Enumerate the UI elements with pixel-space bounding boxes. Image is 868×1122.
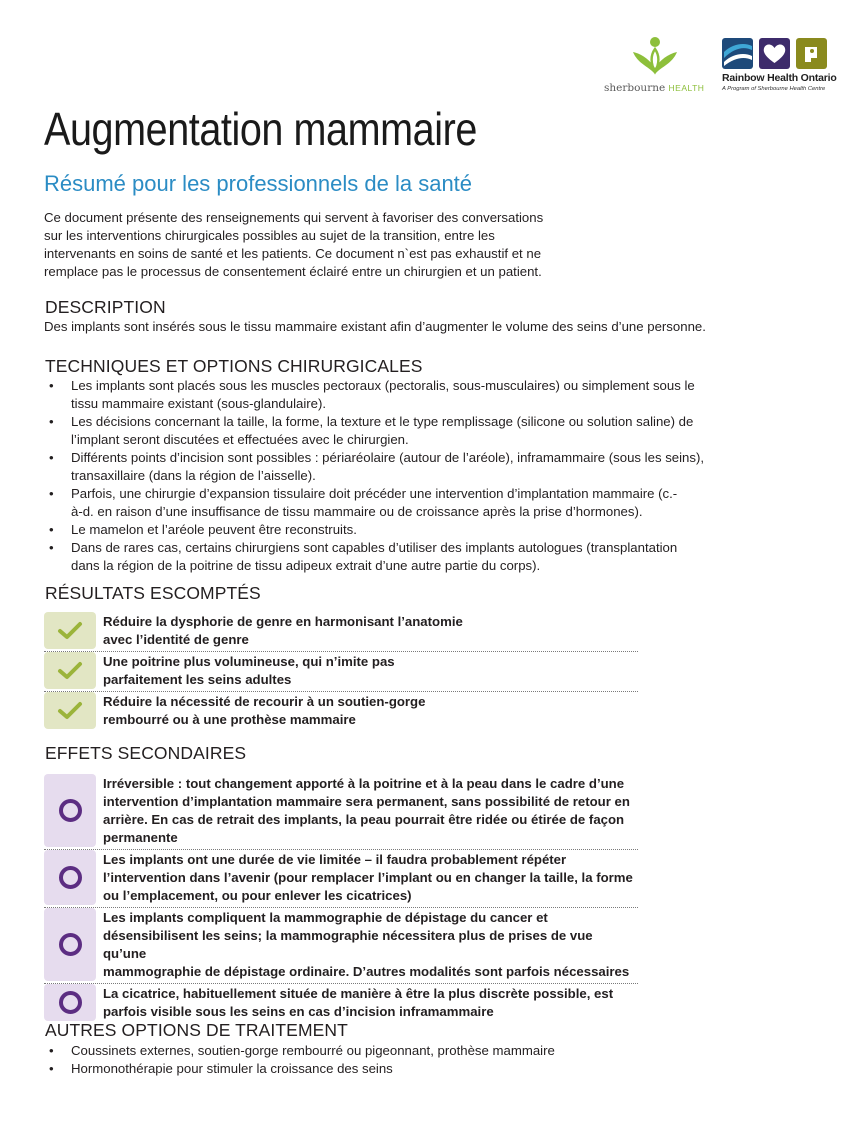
results-list [44, 612, 638, 731]
page-subtitle: Résumé pour les professionnels de la santé [44, 171, 473, 196]
rainbow-health-ontario-name: Rainbow Health Ontario [722, 72, 837, 84]
side-effects-heading: EFFETS SECONDAIRES [45, 743, 247, 763]
techniques-list [46, 377, 736, 575]
page-title: Augmentation mammaire [44, 103, 477, 155]
sherbourne-health-logo [600, 36, 712, 98]
list-item: • Les implants sont placés sous les muscles pectoraux (pectoralis, sous-musculaires) ou simplement sous le tissu mammaire existant (sous-glandulaire). [49, 378, 695, 411]
result-item: Une poitrine plus volumineuse, qui n’imite pas parfaitement les seins adultes [44, 652, 638, 692]
description-heading: DESCRIPTION [45, 297, 166, 317]
side-effect-item: Les implants ont une durée de vie limitée – il faudra probablement répéter l’intervention dans l’avenir (pour remplacer l’implant ou en changer la taille, la forme ou l’emplacement, ou pour enlever les cicatrices) [44, 850, 638, 908]
list-item: • Le mamelon et l’aréole peuvent être reconstruits. [49, 522, 357, 537]
checkmark-icon [44, 692, 96, 729]
sherbourne-person-icon [630, 36, 680, 78]
rainbow-icons [722, 38, 828, 70]
list-item: • Les décisions concernant la taille, la forme, la texture et le type remplissage (silicone ou solution saline) de l’implant seront discutées et effectuées avec le chirurgien. [49, 414, 694, 447]
checkmark-icon [44, 612, 96, 649]
side-effects-list [44, 774, 638, 1023]
other-options-list [46, 1042, 736, 1078]
techniques-heading: TECHNIQUES ET OPTIONS CHIRURGICALES [45, 356, 423, 376]
side-effect-item: La cicatrice, habituellement située de manière à être la plus discrète possible, est parfois visible sous les seins en cas d’incision inframammaire [44, 984, 638, 1023]
side-effect-item: Les implants compliquent la mammographie de dépistage du cancer et désensibilisent les seins; la mammographie nécessitera plus de prises de vue qu’une mammographie de dépistage ordinaire. D’autres modalités sont parfois nécessaires [44, 908, 638, 984]
list-item: • Hormonothérapie pour stimuler la croissance des seins [49, 1061, 393, 1076]
side-effect-item: Irréversible : tout changement apporté à la poitrine et à la peau dans le cadre d’une intervention d’implantation mammaire sera permanent, sans possibilité de retour en arrière. En cas de retrait des implants, la peau pourrait être ridée ou étirée de façon permanente [44, 774, 638, 850]
intro-paragraph: Ce document présente des renseignements qui servent à favoriser des conversations sur les interventions chirurgicales possibles au sujet de la transition, entre les intervenants en soins de santé et les patients. Ce document n`est pas exhaustif et ne remplace pas le processus de consentement éclairé entre un chirurgien et un patient. [44, 210, 544, 279]
rainbow-health-ontario-logo [720, 38, 840, 98]
list-item: • Dans de rares cas, certains chirurgiens sont capables d’utiliser des implants autologues (transplantation dans la région de la poitrine de tissu adipeux extrait d’une autre partie du corps). [49, 540, 678, 573]
description-text: Des implants sont insérés sous le tissu mammaire existant afin d’augmenter le volume des seins d’une personne. [44, 319, 706, 334]
checkmark-icon [44, 652, 96, 689]
circle-icon [44, 984, 96, 1021]
rainbow-health-ontario-tagline: A Program of Sherbourne Health Centre [722, 86, 826, 92]
circle-icon [44, 850, 96, 905]
list-item: • Coussinets externes, soutien-gorge rembourré ou pigeonnant, prothèse mammaire [49, 1043, 555, 1058]
sherbourne-wordmark: sherbourne HEALTH [604, 82, 705, 94]
list-item: • Parfois, une chirurgie d’expansion tissulaire doit précéder une intervention d’implantation mammaire (c.- à-d. en raison d’une insuffisance de tissu mammaire ou de croissance après la prise d’hormones). [49, 486, 678, 519]
results-heading: RÉSULTATS ESCOMPTÉS [45, 583, 261, 603]
circle-icon [44, 908, 96, 981]
list-item: • Différents points d’incision sont possibles : périaréolaire (autour de l’aréole), inframammaire (sous les seins), transaxillaire (dans la région de l’aisselle). [49, 450, 705, 483]
result-item: Réduire la nécessité de recourir à un soutien-gorge rembourré ou à une prothèse mammaire [44, 692, 638, 731]
circle-icon [44, 774, 96, 847]
other-options-heading: AUTRES OPTIONS DE TRAITEMENT [45, 1020, 348, 1040]
result-item: Réduire la dysphorie de genre en harmonisant l’anatomie avec l’identité de genre [44, 612, 638, 652]
